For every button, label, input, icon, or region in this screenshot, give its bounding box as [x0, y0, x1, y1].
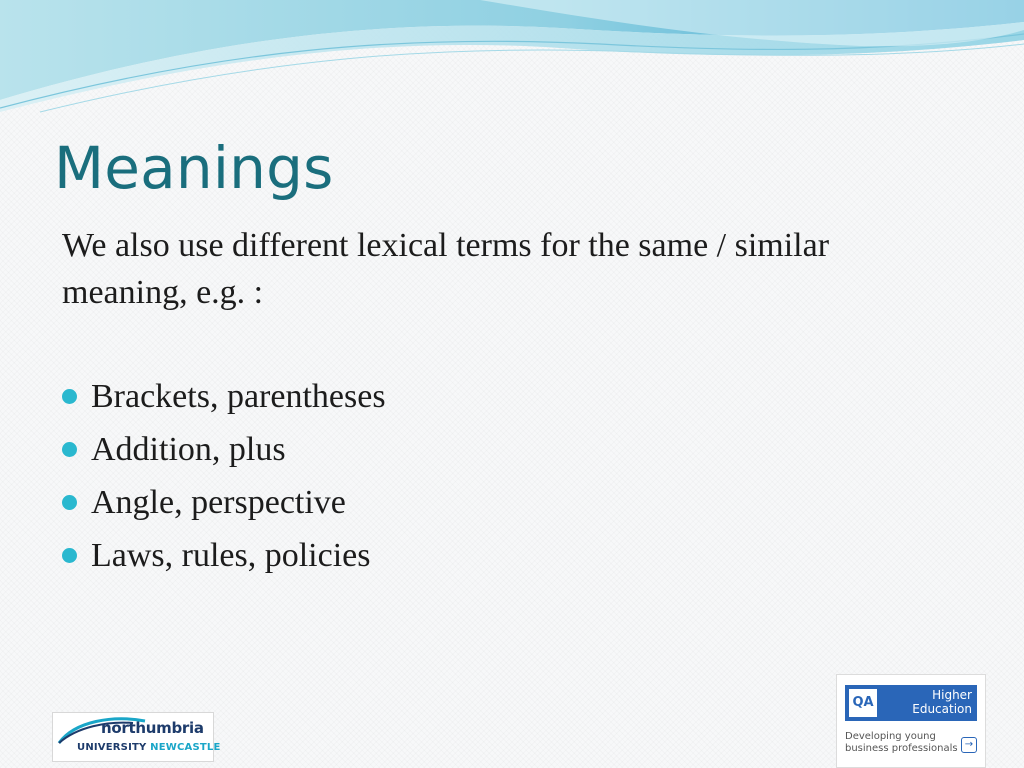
qa-banner: [845, 685, 977, 721]
list-item: [62, 370, 386, 423]
qa-higher-education-logo: [836, 674, 986, 768]
list-item: [62, 476, 386, 529]
bullet-dot-icon: [62, 442, 77, 457]
northumbria-subtitle: [77, 742, 221, 753]
intro-line-2: meaning, e.g. :: [62, 274, 264, 311]
list-item-text: Brackets, parentheses: [91, 377, 386, 415]
qa-tag-line-1: Developing young: [845, 731, 936, 742]
qa-tag-line-2: business professionals: [845, 743, 958, 754]
bullet-list: [62, 370, 386, 582]
list-item: [62, 529, 386, 582]
list-item-text: Addition, plus: [91, 430, 286, 468]
list-item: [62, 423, 386, 476]
intro-text: [62, 222, 962, 316]
northumbria-logo: [52, 712, 221, 762]
northumbria-name: northumbria: [101, 719, 204, 737]
list-item-text: Angle, perspective: [91, 483, 346, 521]
bullet-dot-icon: [62, 495, 77, 510]
intro-line-1: We also use different lexical terms for the same / similar: [62, 227, 830, 264]
northumbria-university: UNIVERSITY: [77, 742, 147, 753]
bullet-dot-icon: [62, 548, 77, 563]
arrow-right-icon: →: [961, 737, 977, 753]
slide-title: Meanings: [54, 134, 334, 202]
list-item-text: Laws, rules, policies: [91, 536, 371, 574]
northumbria-city: NEWCASTLE: [150, 742, 221, 753]
qa-higher: Higher: [932, 688, 972, 702]
qa-education: Education: [912, 702, 972, 716]
qa-higher-education: [912, 688, 972, 716]
qa-mark: QA: [849, 689, 877, 717]
header-wave-decoration: [0, 0, 1024, 130]
bullet-dot-icon: [62, 389, 77, 404]
qa-tagline: [845, 731, 958, 755]
